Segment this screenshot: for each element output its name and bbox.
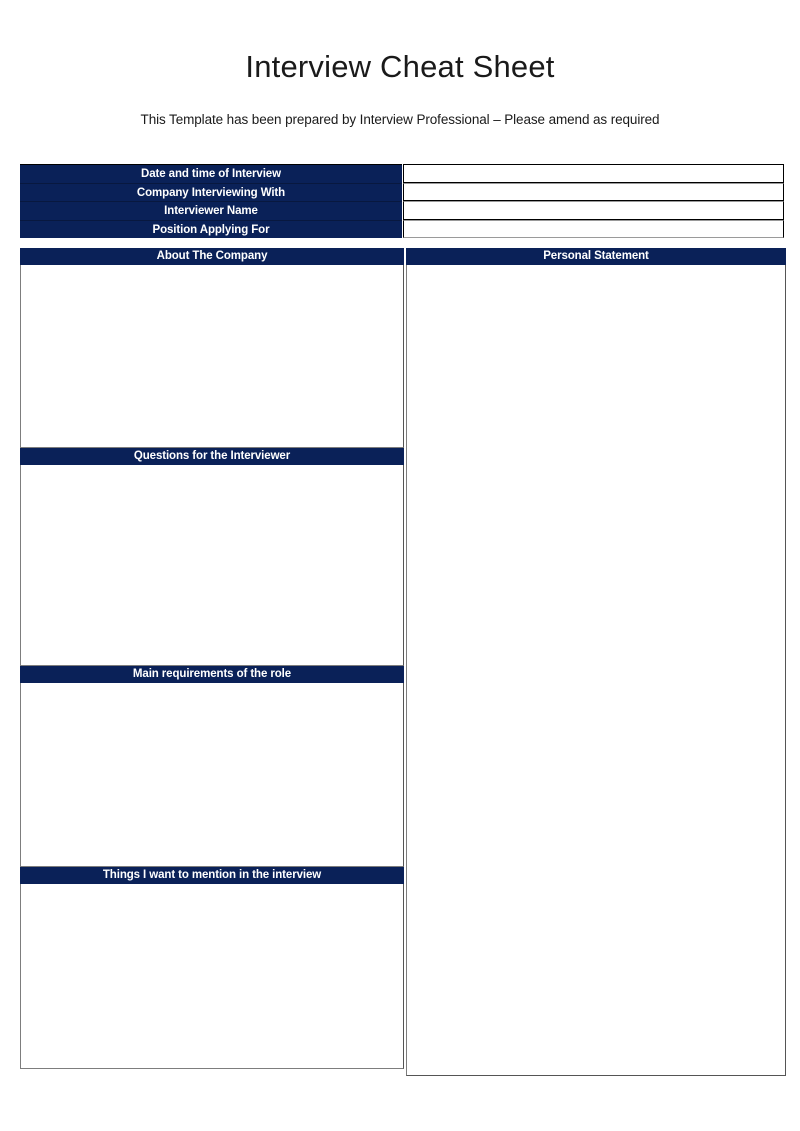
section-body-things-to-mention[interactable]	[20, 884, 404, 1069]
form-row-interviewer-name	[20, 201, 784, 220]
form-input-position[interactable]	[403, 220, 784, 239]
form-label-interviewer-name: Interviewer Name	[20, 201, 402, 220]
section-header-main-requirements-of-the-role: Main requirements of the role	[20, 666, 404, 683]
interview-details-form	[20, 164, 784, 238]
section-body-main-requirements-of-the-role[interactable]	[20, 683, 404, 867]
form-row-date-and-time	[20, 164, 784, 183]
left-column	[20, 248, 404, 1076]
form-input-interviewer-name[interactable]	[403, 201, 784, 220]
section-body-questions-for-the-interviewer[interactable]	[20, 465, 404, 666]
form-label-position: Position Applying For	[20, 220, 402, 239]
section-body-personal-statement[interactable]	[406, 265, 786, 1076]
cheat-sheet-table	[20, 248, 786, 1076]
form-input-company[interactable]	[403, 183, 784, 202]
form-label-company: Company Interviewing With	[20, 183, 402, 202]
section-header-questions-for-the-interviewer: Questions for the Interviewer	[20, 448, 404, 465]
form-label-date-and-time: Date and time of Interview	[20, 164, 402, 183]
form-row-position	[20, 220, 784, 239]
section-header-about-the-company: About The Company	[20, 248, 404, 265]
right-column	[406, 248, 786, 1076]
section-header-things-to-mention: Things I want to mention in the interview	[20, 867, 404, 884]
form-input-date-and-time[interactable]	[403, 164, 784, 183]
page-subtitle: This Template has been prepared by Interview Professional – Please amend as required	[140, 112, 660, 128]
section-header-personal-statement: Personal Statement	[406, 248, 786, 265]
form-row-company	[20, 183, 784, 202]
section-body-about-the-company[interactable]	[20, 265, 404, 448]
page-title: Interview Cheat Sheet	[245, 49, 555, 84]
